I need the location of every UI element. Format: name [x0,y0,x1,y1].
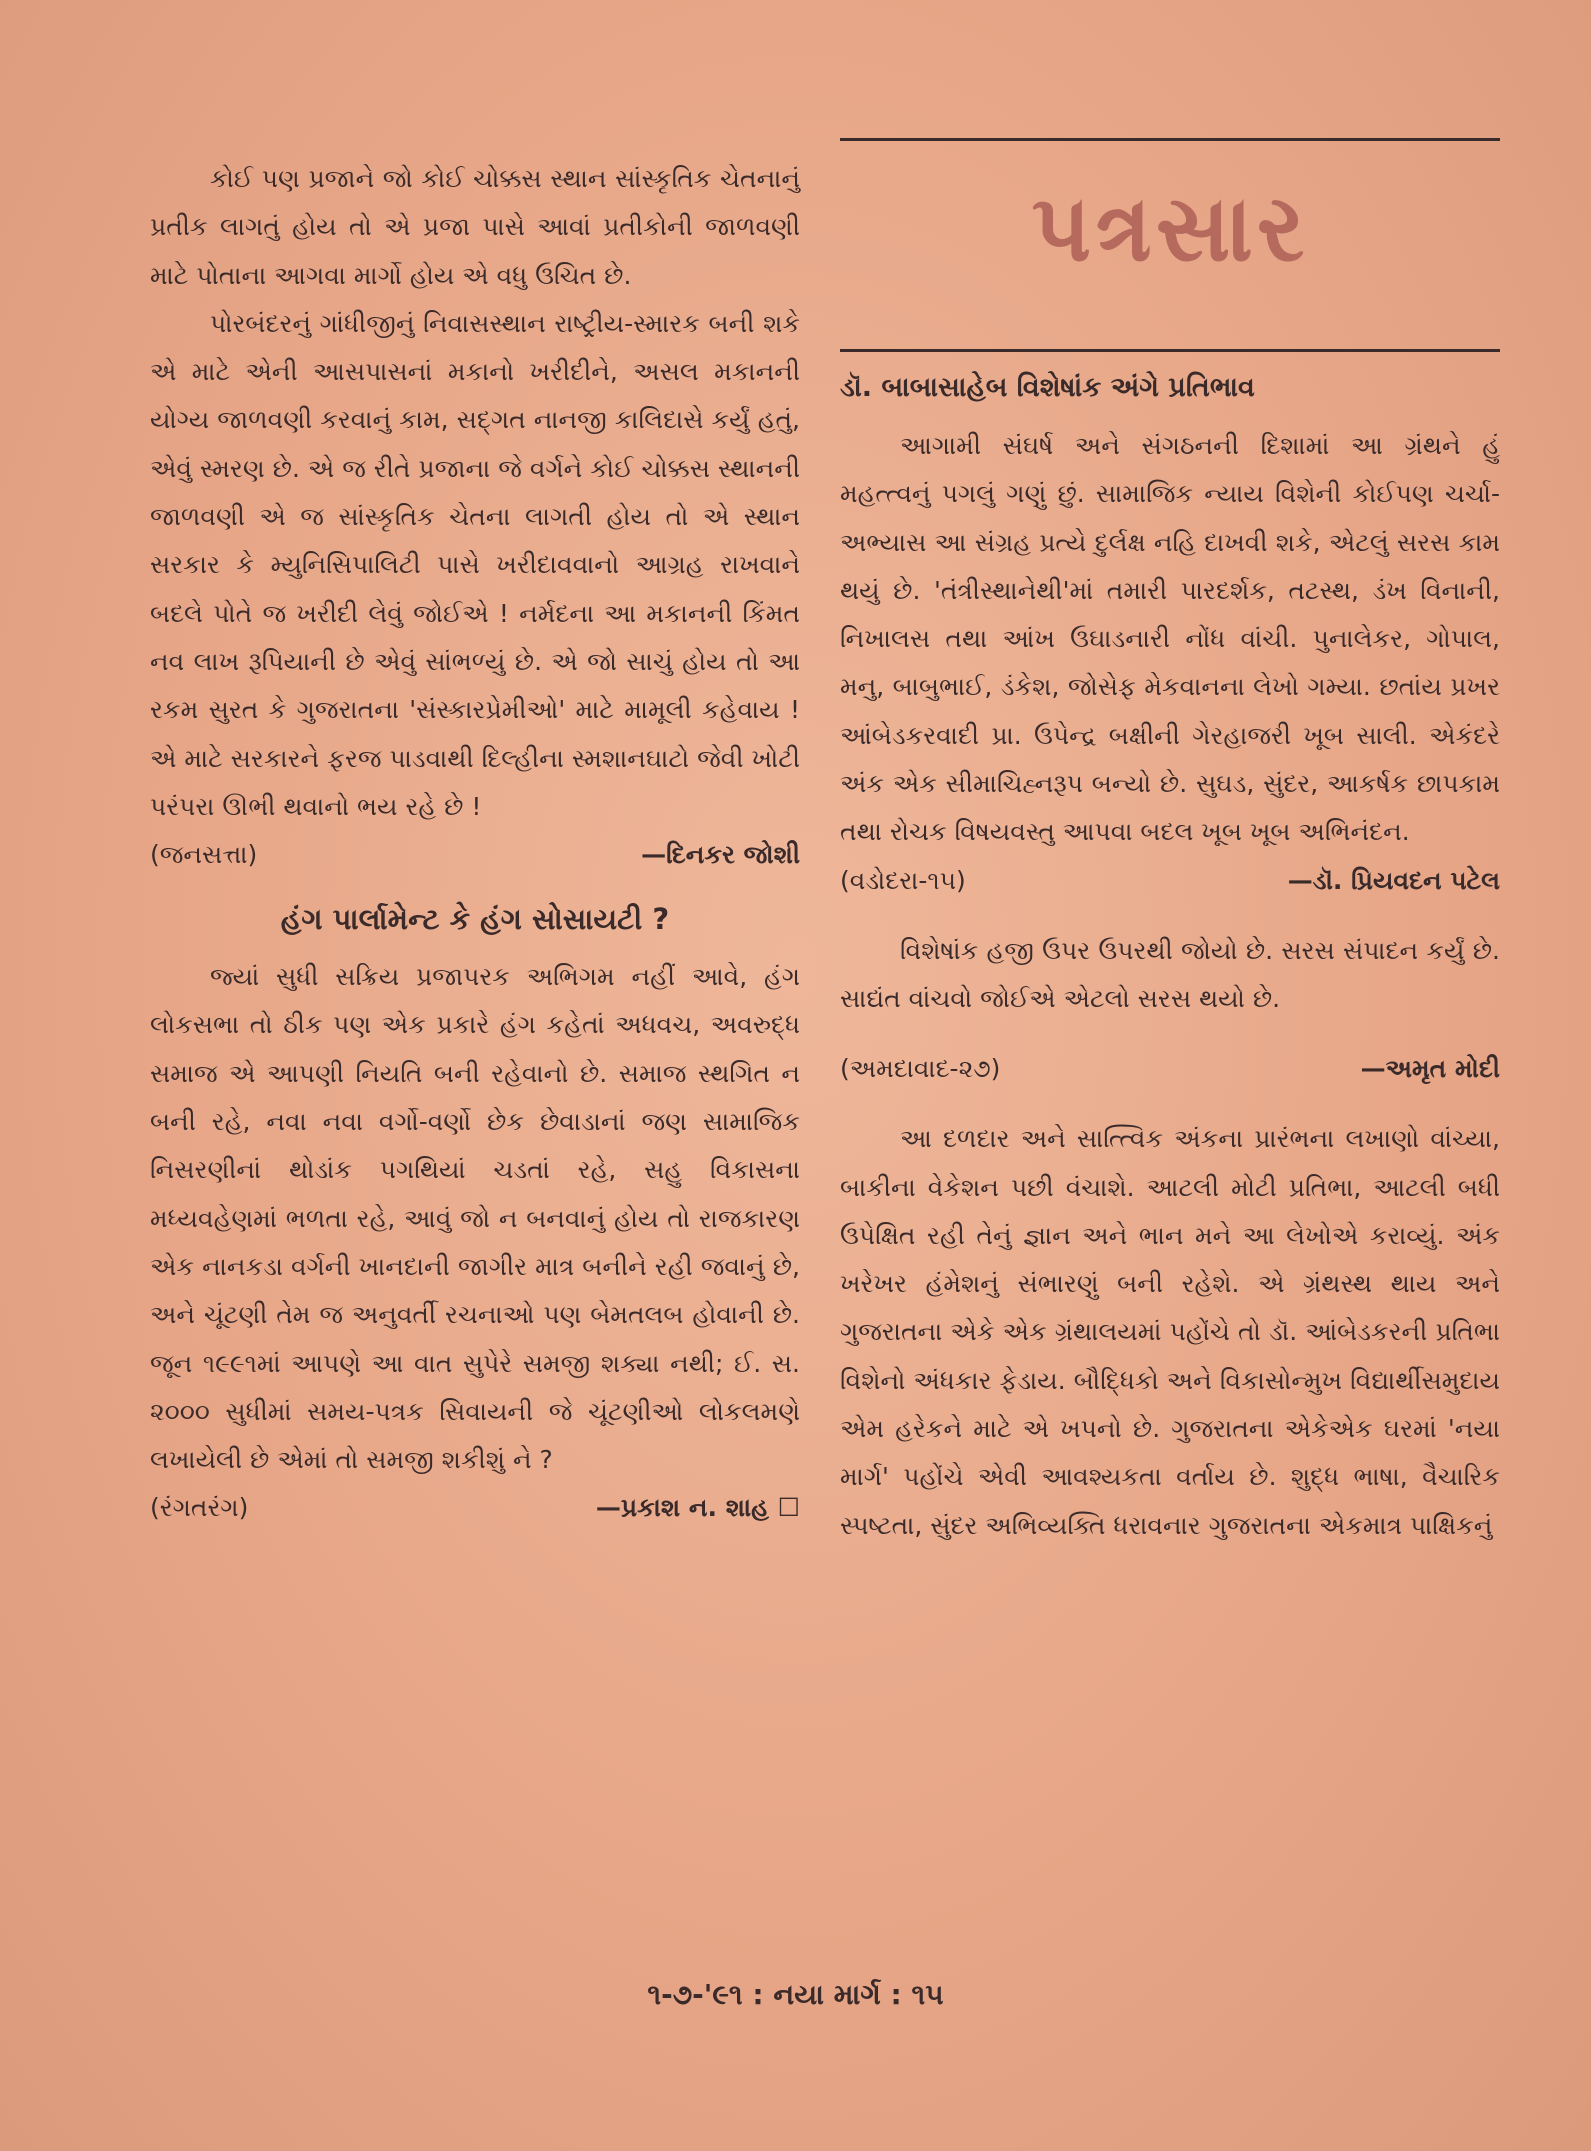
source-label: (જનસત્તા) [150,840,258,870]
divider [840,349,1500,352]
letter-paragraph: આ દળદાર અને સાત્ત્વિક અંકના પ્રારંભના લખાણો વાંચ્યા, બાકીના વેકેશન પછી વંચાશે. આટલી મોટી પ્રતિભા, આટલી બધી ઉપેક્ષિત રહી તેનું જ્ઞાન અને ભાન મને આ લેખોએ કરાવ્યું. અંક ખરેખર હંમેશનું સંભારણું બની રહેશે. એ ગ્રંથસ્થ થાય અને ગુજરાતના એકે એક ગ્રંથાલયમાં પહોંચે તો ડૉ. આંબેડકરની પ્રતિભા વિશેનો અંધકાર ફેડાય. બૌદ્ધિકો અને વિકાસોન્મુખ વિદ્યાર્થીસમુદાય એમ હરેકને માટે એ ખપનો છે. ગુજરાતના એકેએક ઘરમાં 'નયા માર્ગ' પહોંચે એવી આવશ્યકતા વર્તાય છે. શુદ્ધ ભાષા, વૈચારિક સ્પષ્ટતા, સુંદર અભિવ્યક્તિ ધરાવનાર ગુજરાતના એકમાત્ર પાક્ષિકનું [840,1124,1500,1540]
byline [840,857,1500,905]
source-label: (રંગતરંગ) [150,1493,249,1523]
page-footer: ૧-૭-'૯૧ : નયા માર્ગ : ૧૫ [647,1978,944,2011]
author-signature: —અમૃત મોદી [1360,1054,1500,1084]
letter-paragraph: વિશેષાંક હજી ઉપર ઉપરથી જોયો છે. સરસ સંપાદન કર્યું છે. સાદ્યંત વાંચવો જોઈએ એટલો સરસ થયો છે. [840,935,1500,1013]
author-signature: —પ્રકાશ ન. શાહ ☐ [595,1493,800,1523]
byline [150,831,800,879]
source-label: (વડોદરા-૧૫) [840,865,966,895]
article-paragraph: કોઈ પણ પ્રજાને જો કોઈ ચોક્કસ સ્થાન સાંસ્કૃતિક ચેતનાનું પ્રતીક લાગતું હોય તો એ પ્રજા પાસે આવાં પ્રતીકોની જાળવણી માટે પોતાના આગવા માર્ગો હોય એ વધુ ઉચિત છે. [150,164,800,290]
article-paragraph: જ્યાં સુધી સક્રિય પ્રજાપરક અભિગમ નહીં આવે, હંગ લોકસભા તો ઠીક પણ એક પ્રકારે હંગ કહેતાં અધવચ, અવરુદ્ધ સમાજ એ આપણી નિયતિ બની રહેવાનો છે. સમાજ સ્થગિત ન બની રહે, નવા નવા વર્ગો-વર્ણો છેક છેવાડાનાં જણ સામાજિક નિસરણીનાં થોડાંક પગથિયાં ચડતાં રહે, સહુ વિકાસના મધ્યવહેણમાં ભળતા રહે, આવું જો ન બનવાનું હોય તો રાજકારણ એક નાનકડા વર્ગની ખાનદાની જાગીર માત્ર બનીને રહી જવાનું છે, અને ચૂંટણી તેમ જ અનુવર્તી રચનાઓ પણ બેમતલબ હોવાની છે. જૂન ૧૯૯૧માં આપણે આ વાત સુપેરે સમજી શક્યા નથી; ઈ. સ. ૨૦૦૦ સુધીમાં સમય-પત્રક સિવાયની જે ચૂંટણીઓ લોકલમણે લખાયેલી છે એમાં તો સમજી શકીશું ને ? [150,962,800,1475]
right-column [840,130,1500,1550]
author-signature: —દિનકર જોશી [641,840,800,870]
byline [150,1484,800,1532]
section-heading: ડૉ. બાબાસાહેબ વિશેષાંક અંગે પ્રતિભાવ [840,372,1255,403]
left-column [150,155,800,1532]
author-signature: —ડૉ. પ્રિયવદન પટેલ [1287,865,1500,895]
source-label: (અમદાવાદ-૨૭) [840,1054,1001,1084]
section-masthead: પત્રસાર [1031,175,1309,282]
section-heading: હંગ પાર્લામેન્ટ કે હંગ સોસાયટી ? [280,902,670,937]
divider [840,138,1500,141]
article-paragraph: પોરબંદરનું ગાંધીજીનું નિવાસસ્થાન રાષ્ટ્રીય-સ્મારક બની શકે એ માટે એની આસપાસનાં મકાનો ખરીદીને, અસલ મકાનની યોગ્ય જાળવણી કરવાનું કામ, સદ્ગત નાનજી કાલિદાસે કર્યું હતું, એવું સ્મરણ છે. એ જ રીતે પ્રજાના જે વર્ગને કોઈ ચોક્કસ સ્થાનની જાળવણી એ જ સાંસ્કૃતિક ચેતના લાગતી હોય તો એ સ્થાન સરકાર કે મ્યુનિસિપાલિટી પાસે ખરીદાવવાનો આગ્રહ રાખવાને બદલે પોતે જ ખરીદી લેવું જોઈએ ! નર્મદના આ મકાનની કિંમત નવ લાખ રૂપિયાની છે એવું સાંભળ્યું છે. એ જો સાચું હોય તો આ રકમ સુરત કે ગુજરાતના 'સંસ્કારપ્રેમીઓ' માટે મામૂલી કહેવાય ! એ માટે સરકારને ફરજ પાડવાથી દિલ્હીના સ્મશાનઘાટો જેવી ખોટી પરંપરા ઊભી થવાનો ભય રહે છે ! [150,308,800,821]
byline [840,1045,1500,1093]
letter-paragraph: આગામી સંઘર્ષ અને સંગઠનની દિશામાં આ ગ્રંથને હું મહત્ત્વનું પગલું ગણું છું. સામાજિક ન્યાય વિશેની કોઈપણ ચર્ચા-અભ્યાસ આ સંગ્રહ પ્રત્યે દુર્લક્ષ નહિ દાખવી શકે, એટલું સરસ કામ થયું છે. 'તંત્રીસ્થાનેથી'માં તમારી પારદર્શક, તટસ્થ, ડંખ વિનાની, નિખાલસ તથા આંખ ઉઘાડનારી નોંધ વાંચી. પુનાલેકર, ગોપાલ, મનુ, બાબુભાઈ, ડંકેશ, જોસેફ મેકવાનના લેખો ગમ્યા. છતાંય પ્રખર આંબેડકરવાદી પ્રા. ઉપેન્દ્ર બક્ષીની ગેરહાજરી ખૂબ સાલી. એકંદરે અંક એક સીમાચિહ્નરૂપ બન્યો છે. સુઘડ, સુંદર, આકર્ષક છાપકામ તથા રોચક વિષયવસ્તુ આપવા બદલ ખૂબ ખૂબ અભિનંદન. [840,431,1500,847]
